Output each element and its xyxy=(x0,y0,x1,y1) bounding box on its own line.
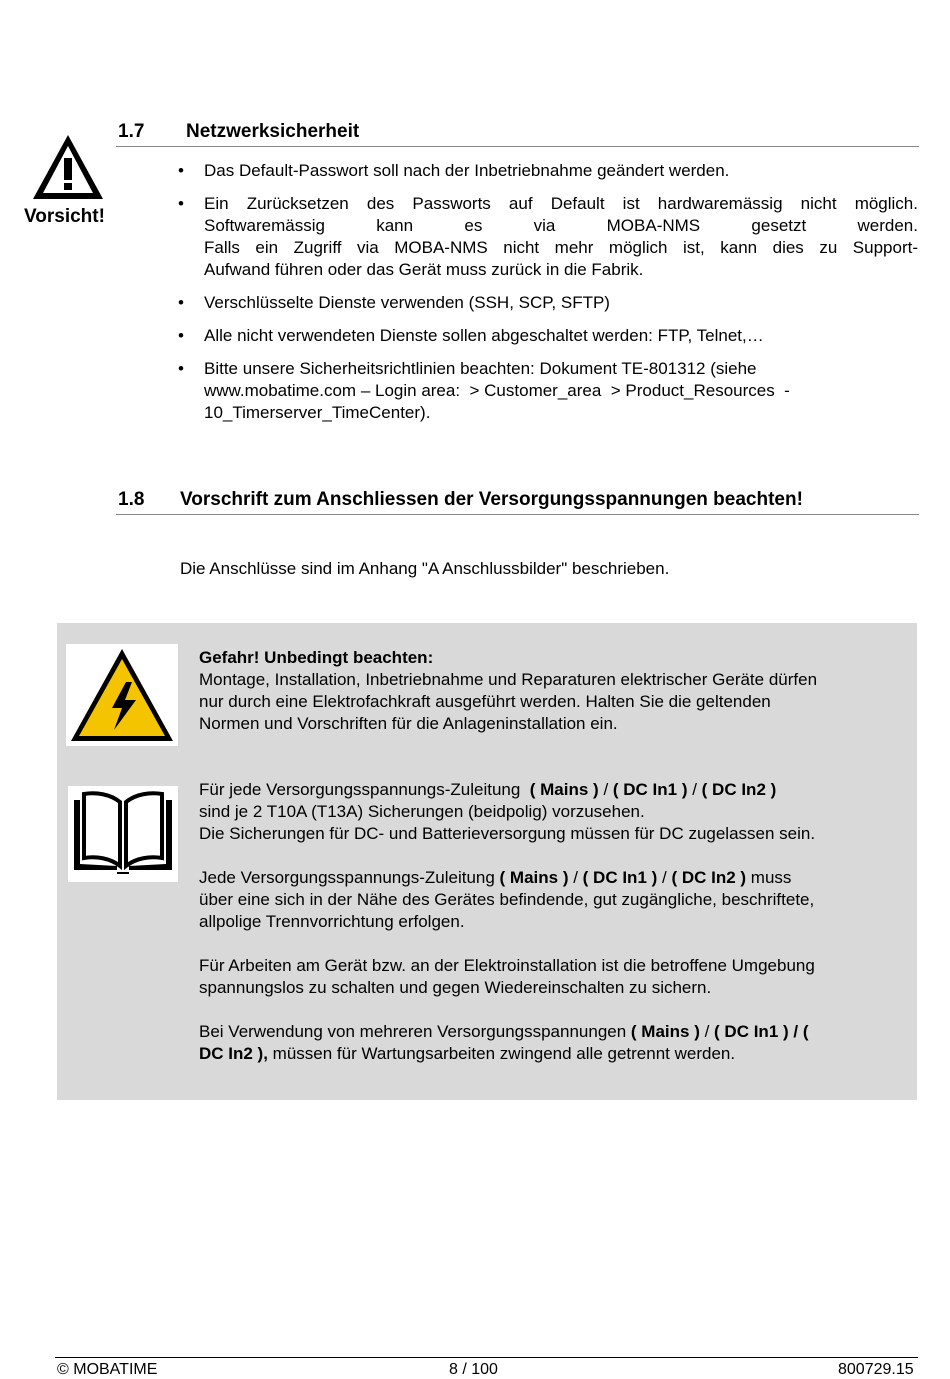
page-number: 8 / 100 xyxy=(449,1361,498,1378)
caution-triangle-icon xyxy=(30,132,106,202)
high-voltage-warning-icon xyxy=(66,644,178,746)
section-rule xyxy=(116,514,919,515)
bullet-icon: • xyxy=(178,359,184,378)
bullet-icon: • xyxy=(178,194,184,213)
document-number: 800729.15 xyxy=(838,1361,914,1378)
list-item: • Das Default-Passwort soll nach der Inbetriebnahme geändert werden. xyxy=(178,161,730,180)
bullet-icon: • xyxy=(178,161,184,180)
section-title: Netzwerksicherheit xyxy=(186,121,360,142)
section-intro: Die Anschlüsse sind im Anhang "A Anschlussbilder" beschrieben. xyxy=(180,559,670,578)
danger-notice: Gefahr! Unbedingt beachten: Montage, Installation, Inbetriebnahme und Reparaturen elektrischer Geräte dürfen nur durch eine Elektrofachkraft ausgeführt werden. Halten Sie die geltenden Normen und Vorschriften für die Anlageninstallation ein. xyxy=(199,647,904,735)
deenergize-paragraph: Für Arbeiten am Gerät bzw. an der Elektroinstallation ist die betroffene Umgebung spannungslos zu schalten und gegen Wiedereinschalten zu sichern. xyxy=(199,956,815,997)
caution-label: Vorsicht! xyxy=(24,206,105,227)
security-bullet-list xyxy=(178,160,918,424)
open-book-icon xyxy=(68,786,178,882)
danger-heading: Gefahr! Unbedingt beachten: xyxy=(199,648,434,667)
maintenance-paragraph: Bei Verwendung von mehreren Versorgungsspannungen ( Mains ) / ( DC In1 ) / ( DC In2 ), müssen für Wartungsarbeiten zwingend alle getrennt werden. xyxy=(199,1022,809,1063)
footer-rule xyxy=(55,1357,918,1358)
section-title: Vorschrift zum Anschliessen der Versorgungsspannungen beachten! xyxy=(180,489,803,510)
list-item: • Ein Zurücksetzen des Passworts auf Default ist hardwaremässig nicht möglich. Softwaremässig kann es via MOBA-NMS gesetzt werden. Falls ein Zugriff via MOBA-NMS nicht mehr möglich ist, kann dies zu Support- Aufwand führen oder das Gerät muss zurück in die Fabrik. xyxy=(178,194,918,279)
section-number: 1.8 xyxy=(118,489,145,510)
list-item: • Bitte unsere Sicherheitsrichtlinien beachten: Dokument TE-801312 (siehe www.mobatime.com – Login area: > Customer_area > Product_Resources - 10_Timerserver_TimeCenter). xyxy=(178,359,790,422)
bullet-icon: • xyxy=(178,293,184,312)
section-number: 1.7 xyxy=(118,121,145,142)
section-rule xyxy=(116,146,919,147)
bullet-icon: • xyxy=(178,326,184,345)
list-item: • Alle nicht verwendeten Dienste sollen abgeschaltet werden: FTP, Telnet,… xyxy=(178,326,764,345)
fuse-paragraph: Für jede Versorgungsspannungs-Zuleitung ( Mains ) / ( DC In1 ) / ( DC In2 ) sind je 2 T10A (T13A) Sicherungen (beidpolig) vorzusehen. Die Sicherungen für DC- und Batterieversorgung müssen für DC zugelassen sein. xyxy=(199,780,816,843)
disconnect-paragraph: Jede Versorgungsspannungs-Zuleitung ( Mains ) / ( DC In1 ) / ( DC In2 ) muss über eine sich in der Nähe des Gerätes befindende, gut zugängliche, beschriftete, allpolige Trennvorrichtung erfolgen. xyxy=(199,868,815,931)
list-item: • Verschlüsselte Dienste verwenden (SSH, SCP, SFTP) xyxy=(178,293,610,312)
footer-copyright: © MOBATIME xyxy=(57,1361,158,1378)
